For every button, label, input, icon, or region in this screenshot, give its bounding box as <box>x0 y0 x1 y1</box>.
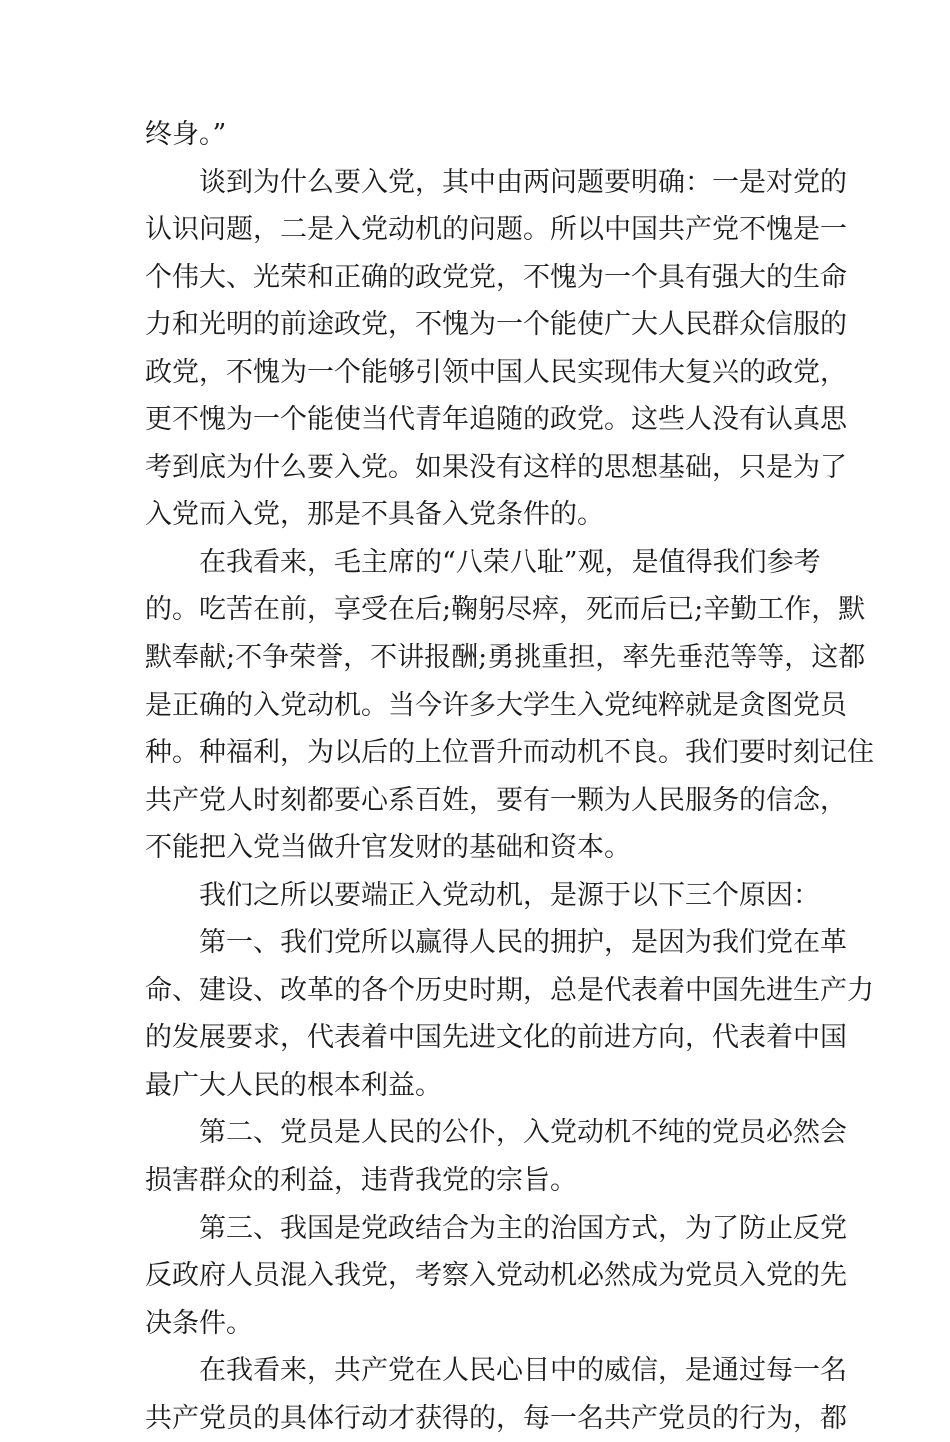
text-line: 默奉献;不争荣誉，不讲报酬;勇挑重担，率先垂范等等，这都 <box>145 642 866 674</box>
paragraph-first-line: 谈到为什么要入党，其中由两问题要明确：一是对党的 <box>199 166 847 198</box>
paragraph-first-line: 在我看来，共产党在人民心目中的威信，是通过每一名 <box>199 1355 847 1387</box>
text-line: 政党，不愧为一个能够引领中国人民实现伟大复兴的政党， <box>145 356 847 388</box>
body-text <box>145 111 874 1442</box>
text-line: 考到底为什么要入党。如果没有这样的思想基础，只是为了 <box>145 451 847 483</box>
text-line: 决条件。 <box>145 1307 253 1339</box>
text-line: 种。种福利，为以后的上位晋升而动机不良。我们要时刻记住 <box>145 737 874 769</box>
text-line: 的。吃苦在前，享受在后;鞠躬尽瘁，死而后已;辛勤工作，默 <box>145 594 866 626</box>
paragraph-first-line: 第二、党员是人民的公仆，入党动机不纯的党员必然会 <box>199 1117 847 1149</box>
text-line: 损害群众的利益，违背我党的宗旨。 <box>145 1165 577 1197</box>
paragraph-first-line: 我们之所以要端正入党动机，是源于以下三个原因： <box>199 879 820 911</box>
text-line: 共产党员的具体行动才获得的，每一名共产党员的行为，都 <box>145 1402 847 1434</box>
text-line: 命、建设、改革的各个历史时期，总是代表着中国先进生产力 <box>145 974 874 1006</box>
text-line: 入党而入党，那是不具备入党条件的。 <box>145 499 604 531</box>
text-line: 反政府人员混入我党，考察入党动机必然成为党员入党的先 <box>145 1260 847 1292</box>
text-line: 更不愧为一个能使当代青年追随的政党。这些人没有认真思 <box>145 404 847 436</box>
text-line: 不能把入党当做升官发财的基础和资本。 <box>145 832 631 864</box>
text-line: 是正确的入党动机。当今许多大学生入党纯粹就是贪图党员 <box>145 689 847 721</box>
paragraph-first-line: 第一、我们党所以赢得人民的拥护，是因为我们党在革 <box>199 927 847 959</box>
text-line: 最广大人民的根本利益。 <box>145 1069 442 1101</box>
text-line: 终身。” <box>145 119 227 150</box>
paragraph-first-line: 第三、我国是党政结合为主的治国方式，为了防止反党 <box>199 1212 847 1244</box>
text-line: 力和光明的前途政党，不愧为一个能使广大人民群众信服的 <box>145 309 847 341</box>
text-line: 共产党人时刻都要心系百姓，要有一颗为人民服务的信念， <box>145 784 847 816</box>
text-line: 的发展要求，代表着中国先进文化的前进方向，代表着中国 <box>145 1022 847 1054</box>
paragraph-first-line: 在我看来，毛主席的“八荣八耻”观，是值得我们参考 <box>199 546 821 578</box>
text-line: 个伟大、光荣和正确的政党党，不愧为一个具有强大的生命 <box>145 261 847 293</box>
text-line: 认识问题，二是入党动机的问题。所以中国共产党不愧是一 <box>145 214 847 246</box>
